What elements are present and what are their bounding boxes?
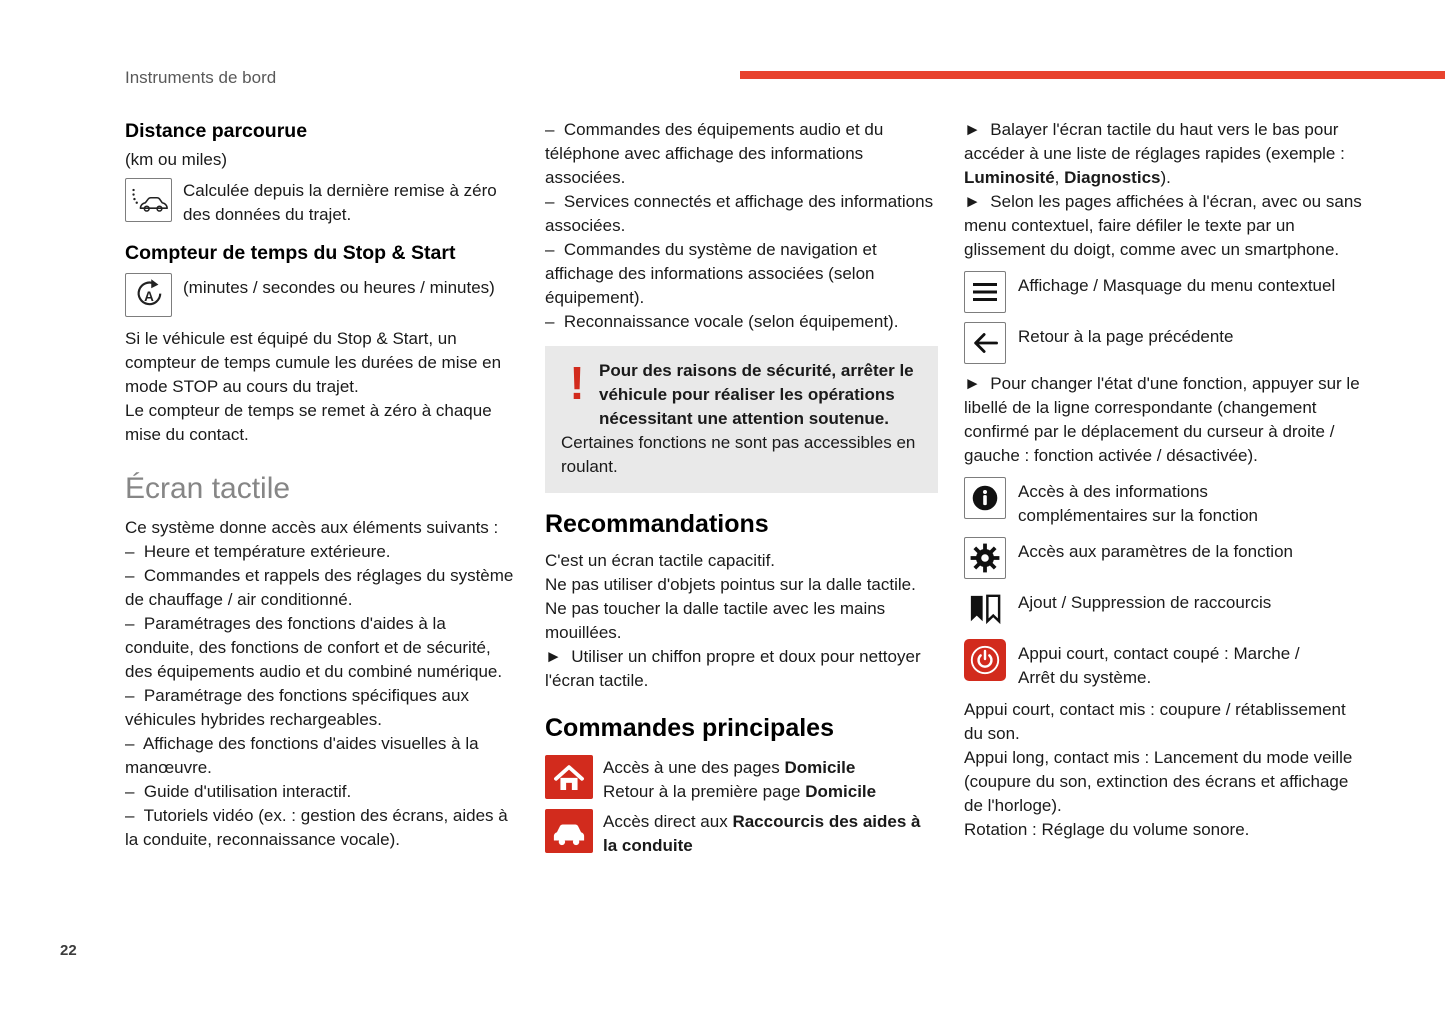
column-middle	[545, 118, 938, 863]
list-item: – Paramétrages des fonctions d'aides à la conduite, des fonctions de confort et de sécurité, des équipements audio et du combiné numérique.	[125, 614, 503, 681]
home-command-line: Retour à la première page Domicile	[603, 782, 877, 801]
stop-start-units: (minutes / secondes ou heures / minutes)	[183, 278, 495, 297]
hamburger-menu-icon	[964, 271, 1006, 313]
list-item: – Guide d'utilisation interactif.	[125, 782, 352, 801]
warning-bold-text: Pour des raisons de sécurité, arrêter le véhicule pour réaliser les opérations nécessitant une attention soutenue.	[599, 361, 914, 428]
list-item: – Paramétrage des fonctions spécifiques aux véhicules hybrides rechargeables.	[125, 686, 474, 729]
stop-start-paragraph: Si le véhicule est équipé du Stop & Start, un compteur de temps cumule les durées de mise en mode STOP au cours du trajet.	[125, 329, 502, 396]
column-right	[964, 118, 1367, 842]
power-row	[964, 639, 1364, 690]
toggle-paragraph: ► Pour changer l'état d'une fonction, appuyer sur le libellé de la ligne correspondante (changement confirmé par le déplacement du curseur à droite / gauche : fonction activée / désactivée).	[964, 374, 1365, 465]
driving-aids-car-icon	[545, 809, 593, 853]
column-left	[125, 118, 517, 852]
home-icon	[545, 755, 593, 799]
home-command-row	[545, 755, 938, 804]
info-row	[964, 477, 1364, 528]
bookmark-row	[964, 588, 1364, 630]
heading-commandes-principales: Commandes principales	[545, 714, 834, 742]
recommendation-paragraph: C'est un écran tactile capacitif.	[545, 551, 776, 570]
touchscreen-intro: Ce système donne accès aux éléments suivants :	[125, 518, 499, 537]
contextual-menu-label: Affichage / Masquage du menu contextuel	[1018, 276, 1336, 295]
trip-distance-car-icon	[125, 178, 172, 222]
home-command-line: Accès à une des pages Domicile	[603, 758, 856, 777]
heading-distance-parcourue: Distance parcourue	[125, 120, 308, 142]
back-label: Retour à la page précédente	[1018, 327, 1234, 346]
swipe-paragraph: ► Balayer l'écran tactile du haut vers le bas pour accéder à une liste de réglages rapides (exemple : Luminosité, Diagnostics).	[964, 120, 1350, 187]
heading-recommandations: Recommandations	[545, 510, 769, 538]
recommendation-paragraph: Ne pas utiliser d'objets pointus sur la dalle tactile.	[545, 575, 916, 594]
power-paragraph: Appui long, contact mis : Lancement du mode veille (coupure du son, extinction des écrans et affichage de l'horloge).	[964, 748, 1353, 815]
recommendation-paragraph: Ne pas toucher la dalle tactile avec les mains mouillées.	[545, 599, 886, 642]
list-item: – Services connectés et affichage des informations associées.	[545, 192, 938, 235]
driving-aids-command-row	[545, 809, 938, 858]
list-item: – Reconnaissance vocale (selon équipement).	[545, 312, 899, 331]
recommendation-paragraph: ► Utiliser un chiffon propre et doux pour nettoyer l'écran tactile.	[545, 647, 926, 690]
list-item: – Commandes et rappels des réglages du système de chauffage / air conditionné.	[125, 566, 519, 609]
power-button-icon	[964, 639, 1006, 681]
section-header-title: Instruments de bord	[125, 68, 277, 87]
list-item: – Commandes des équipements audio et du téléphone avec affichage des informations associées.	[545, 120, 889, 187]
warning-exclamation-icon: !	[569, 357, 585, 409]
heading-ecran-tactile: Écran tactile	[125, 472, 291, 505]
list-item: – Affichage des fonctions d'aides visuelles à la manœuvre.	[125, 734, 484, 777]
stop-start-timer-icon	[125, 273, 172, 317]
bookmark-shortcuts-icon	[964, 588, 1006, 630]
header-accent-bar	[740, 71, 1445, 79]
stop-start-icon-row	[125, 273, 517, 317]
power-paragraph: Rotation : Réglage du volume sonore.	[964, 820, 1250, 839]
settings-label: Accès aux paramètres de la fonction	[1018, 542, 1293, 561]
info-label: Accès à des informations complémentaires sur la fonction	[1018, 482, 1259, 525]
distance-description: Calculée depuis la dernière remise à zéro des données du trajet.	[183, 181, 497, 224]
warning-normal-text: Certaines fonctions ne sont pas accessibles en roulant.	[561, 433, 916, 476]
back-arrow-icon	[964, 322, 1006, 364]
settings-row	[964, 537, 1364, 579]
distance-icon-row	[125, 178, 517, 227]
distance-units: (km ou miles)	[125, 150, 228, 169]
scroll-paragraph: ► Selon les pages affichées à l'écran, avec ou sans menu contextuel, faire défiler le texte par un glissement du doigt, comme avec un smartphone.	[964, 192, 1367, 259]
back-row	[964, 322, 1364, 364]
stop-start-paragraph: Le compteur de temps se remet à zéro à chaque mise du contact.	[125, 401, 492, 444]
gear-icon	[964, 537, 1006, 579]
heading-stop-start-timer: Compteur de temps du Stop & Start	[125, 242, 456, 264]
list-item: – Heure et température extérieure.	[125, 542, 391, 561]
bookmark-label: Ajout / Suppression de raccourcis	[1018, 593, 1272, 612]
power-paragraph: Appui court, contact mis : coupure / rétablissement du son.	[964, 700, 1346, 743]
power-label: Appui court, contact coupé : Marche / Arrêt du système.	[1018, 644, 1300, 687]
info-icon	[964, 477, 1006, 519]
driving-aids-command-text: Accès direct aux Raccourcis des aides à la conduite	[603, 812, 921, 855]
home-command-text	[603, 755, 876, 804]
page-number: 22	[60, 942, 77, 959]
svg-text:A: A	[143, 288, 154, 304]
list-item: – Commandes du système de navigation et affichage des informations associées (selon équipement).	[545, 240, 882, 307]
safety-warning-box	[545, 346, 938, 493]
list-item: – Tutoriels vidéo (ex. : gestion des écrans, aides à la conduite, reconnaissance vocale).	[125, 806, 513, 849]
contextual-menu-row	[964, 271, 1364, 313]
